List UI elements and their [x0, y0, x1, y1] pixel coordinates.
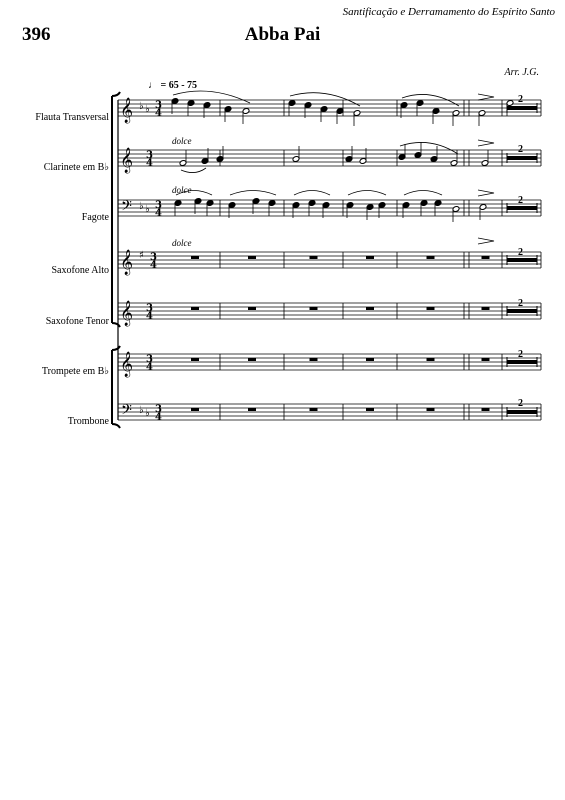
- slur: [400, 142, 458, 154]
- multirest-number-bassoon: 2: [518, 195, 523, 206]
- treble-clef-icon: 𝄞: [120, 352, 134, 377]
- time-signature-top: 3: [155, 404, 162, 415]
- instrument-label-trombone: Trombone: [67, 416, 109, 427]
- key-signature-icon: ♭: [145, 204, 150, 215]
- slur: [404, 191, 442, 196]
- whole-rest-icon: [310, 408, 318, 411]
- instrument-label-clarinet: Clarinete em B♭: [43, 162, 109, 173]
- whole-rest-icon: [366, 408, 374, 411]
- key-signature-icon: ♭: [145, 408, 150, 419]
- whole-rest-icon: [248, 408, 256, 411]
- time-signature-bottom: 4: [146, 311, 153, 322]
- instrument-label-bassoon: Fagote: [81, 212, 109, 223]
- multirest-bar: [507, 410, 537, 414]
- dolce-marking-clarinet: dolce: [172, 136, 192, 146]
- multirest-number-clarinet: 2: [518, 144, 523, 155]
- arranger: Arr. J.G.: [504, 67, 539, 78]
- bass-clef-icon: 𝄢: [121, 402, 132, 422]
- slur: [348, 191, 386, 196]
- whole-rest-icon: [248, 256, 256, 259]
- whole-rest-icon: [427, 307, 435, 310]
- whole-rest-icon: [482, 307, 490, 310]
- time-signature-top: 3: [155, 200, 162, 211]
- multirest-number-flute: 2: [518, 94, 523, 105]
- slur: [173, 91, 250, 103]
- time-signature-bottom: 4: [150, 260, 157, 271]
- whole-rest-icon: [310, 358, 318, 361]
- multirest-bar: [507, 106, 537, 110]
- page-title: Abba Pai: [244, 24, 321, 45]
- multirest-number-alto-sax: 2: [518, 247, 523, 258]
- accent-icon: [478, 238, 494, 244]
- key-signature-icon: ♭: [139, 201, 144, 212]
- instrument-label-flute: Flauta Transversal: [35, 112, 109, 123]
- bass-clef-icon: 𝄢: [121, 198, 132, 218]
- treble-clef-icon: 𝄞: [120, 250, 134, 275]
- whole-rest-icon: [427, 408, 435, 411]
- whole-rest-icon: [191, 307, 199, 310]
- multirest-bar: [507, 309, 537, 313]
- accent-icon: [478, 94, 494, 100]
- time-signature-top: 3: [146, 354, 153, 365]
- bracket-woodwinds: [112, 92, 120, 327]
- dolce-marking-bassoon: dolce: [172, 185, 192, 195]
- instrument-label-alto-sax: Saxofone Alto: [51, 265, 109, 276]
- hymn-number: 396: [22, 24, 51, 45]
- time-signature-bottom: 4: [155, 208, 162, 219]
- time-signature-bottom: 4: [155, 108, 162, 119]
- slur: [181, 168, 206, 173]
- dolce-marking-alto-sax: dolce: [172, 238, 192, 248]
- whole-rest-icon: [482, 408, 490, 411]
- time-signature-top: 3: [146, 303, 153, 314]
- whole-rest-icon: [427, 358, 435, 361]
- accent-icon: [478, 190, 494, 196]
- multirest-bar: [507, 360, 537, 364]
- time-signature-bottom: 4: [146, 158, 153, 169]
- slur: [230, 191, 276, 196]
- whole-rest-icon: [482, 358, 490, 361]
- whole-rest-icon: [310, 256, 318, 259]
- treble-clef-icon: 𝄞: [120, 98, 134, 123]
- treble-clef-icon: 𝄞: [120, 148, 134, 173]
- accent-icon: [478, 140, 494, 146]
- time-signature-bottom: 4: [146, 362, 153, 373]
- multirest-bar: [507, 258, 537, 262]
- whole-rest-icon: [482, 256, 490, 259]
- whole-rest-icon: [191, 358, 199, 361]
- time-signature-top: 3: [155, 100, 162, 111]
- key-signature-icon: ♭: [139, 101, 144, 112]
- time-signature-top: 3: [150, 252, 157, 263]
- whole-rest-icon: [366, 358, 374, 361]
- tempo-marking: ♩ = 65 - 75: [148, 80, 198, 91]
- whole-rest-icon: [248, 307, 256, 310]
- whole-rest-icon: [366, 256, 374, 259]
- whole-rest-icon: [191, 256, 199, 259]
- whole-rest-icon: [366, 307, 374, 310]
- instrument-label-tenor-sax: Saxofone Tenor: [45, 316, 109, 327]
- instrument-label-trumpet: Trompete em B♭: [41, 366, 109, 377]
- multirest-bar: [507, 156, 537, 160]
- treble-clef-icon: 𝄞: [120, 301, 134, 326]
- slur: [294, 191, 330, 196]
- key-signature-icon: ♭: [145, 104, 150, 115]
- multirest-number-trumpet: 2: [518, 349, 523, 360]
- multirest-number-trombone: 2: [518, 398, 523, 409]
- time-signature-top: 3: [146, 150, 153, 161]
- key-signature-icon: ♯: [139, 250, 144, 261]
- key-signature-icon: ♭: [139, 405, 144, 416]
- whole-rest-icon: [427, 256, 435, 259]
- multirest-bar: [507, 206, 537, 210]
- whole-rest-icon: [191, 408, 199, 411]
- slur: [176, 191, 212, 196]
- collection-title: Santificação e Derramamento do Espírito Santo: [342, 6, 555, 18]
- whole-rest-icon: [310, 307, 318, 310]
- time-signature-bottom: 4: [155, 412, 162, 423]
- whole-rest-icon: [248, 358, 256, 361]
- multirest-number-tenor-sax: 2: [518, 298, 523, 309]
